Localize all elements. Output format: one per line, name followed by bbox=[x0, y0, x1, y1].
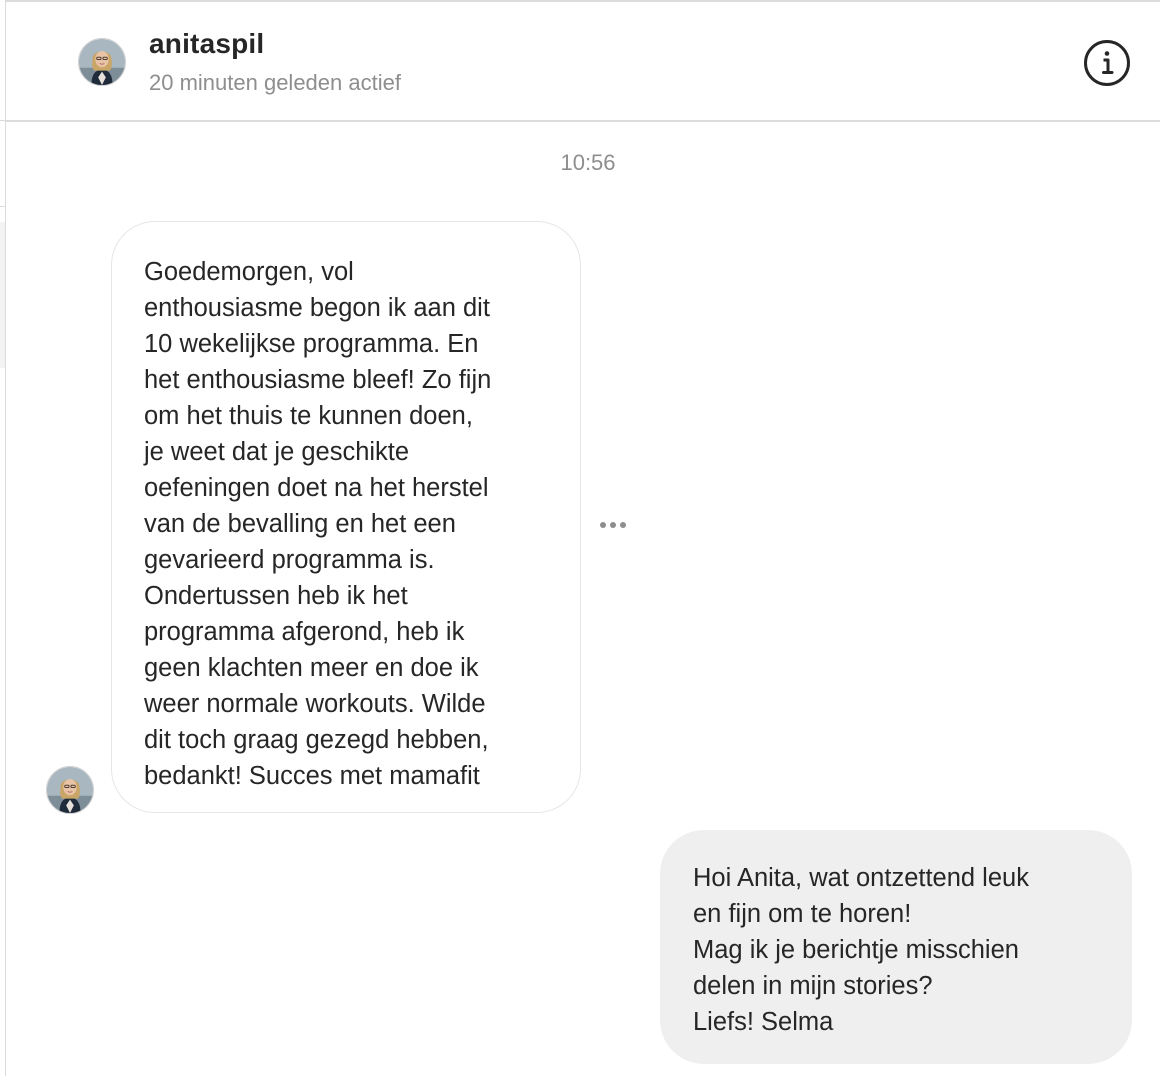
thread-header bbox=[6, 0, 1160, 122]
header-avatar[interactable] bbox=[78, 38, 126, 86]
sender-avatar[interactable] bbox=[46, 766, 94, 814]
profile-photo-icon bbox=[79, 39, 125, 85]
sidebar-divider bbox=[0, 206, 5, 207]
more-horizontal-icon bbox=[620, 522, 626, 528]
header-top-border bbox=[6, 0, 1160, 2]
message-timestamp: 10:56 bbox=[560, 150, 616, 175]
info-circle-icon bbox=[1083, 39, 1131, 87]
sidebar-selected-row bbox=[0, 222, 5, 368]
more-horizontal-icon bbox=[600, 522, 606, 528]
more-horizontal-icon bbox=[610, 522, 616, 528]
outgoing-message-bubble[interactable]: Hoi Anita, wat ontzettend leuk en fijn om te horen! Mag ik je berichtje misschien delen in mijn stories? Liefs! Selma bbox=[660, 830, 1132, 1064]
sidebar-divider bbox=[0, 120, 5, 121]
header-username[interactable]: anitaspil bbox=[149, 28, 265, 59]
incoming-message-bubble[interactable]: Goedemorgen, vol enthousiasme begon ik aan dit 10 wekelijkse programma. En het enthousiasme bleef! Zo fijn om het thuis te kunnen doen, je weet dat je geschikte oefeningen doet na het herstel van de bevalling en het een gevarieerd programma is. Ondertussen heb ik het programma afgerond, heb ik geen klachten meer en doe ik weer normale workouts. Wilde dit toch graag gezegd hebben, bedankt! Succes met mamafit bbox=[111, 221, 581, 813]
message-options-button[interactable] bbox=[596, 514, 632, 536]
header-activity-status: 20 minuten geleden actief bbox=[149, 70, 401, 95]
info-button[interactable] bbox=[1083, 39, 1131, 87]
profile-photo-icon bbox=[47, 767, 93, 813]
